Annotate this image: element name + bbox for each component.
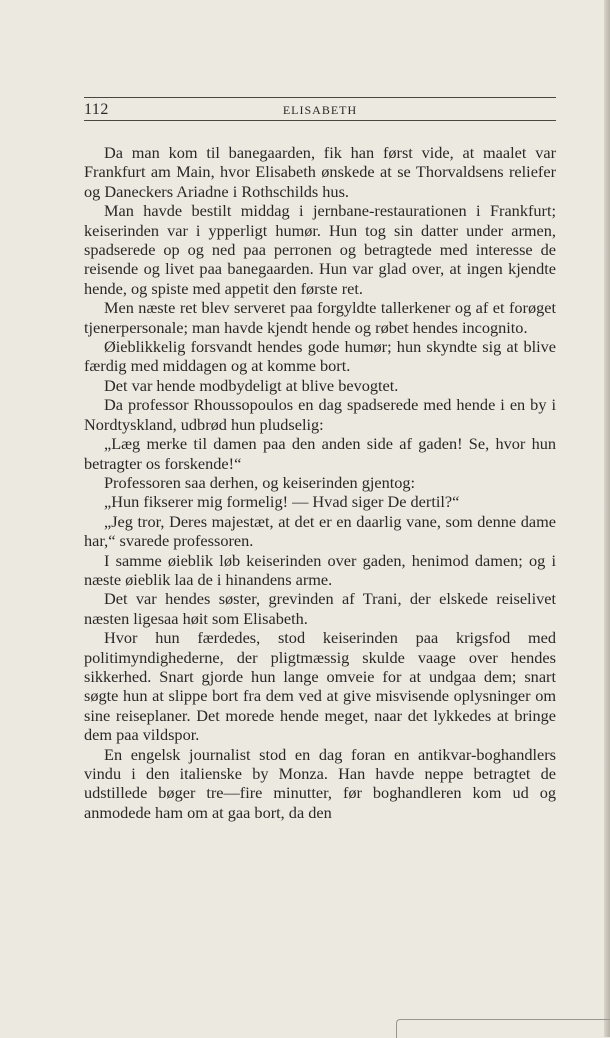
page-number: 112 — [84, 101, 109, 118]
header-top-rule — [84, 97, 556, 98]
paragraph-3: Men næste ret blev serveret paa forgyldte tallerkener og af et forøget tjenerpersonale; man havde kjendt hende og røbet hendes incognito. — [84, 298, 556, 337]
body-text — [84, 143, 556, 822]
paragraph-11: I samme øieblik løb keiserinden over gaden, henimod damen; og i næste øieblik laa de i hinandens arme. — [84, 550, 556, 589]
paragraph-2: Man havde bestilt middag i jernbane-restaurationen i Frankfurt; keiserinden var i ypperligt humør. Hun tog sin datter under armen, spadserede op og ned paa perronen og betragtede med interesse de reisende og livet paa banegaarden. Hun var glad over, at ingen kjendte hende, og spiste med appetit den første ret. — [84, 201, 556, 298]
paragraph-9: „Hun fikserer mig formelig! — Hvad siger De dertil?“ — [104, 492, 460, 512]
paragraph-1: Da man kom til banegaarden, fik han først vide, at maalet var Frankfurt am Main, hvor Elisabeth ønskede at se Thorvaldsens reliefer og Daneckers Ariadne i Rothschilds hus. — [84, 143, 556, 201]
running-title: ELISABETH — [282, 103, 358, 117]
paragraph-7: „Læg merke til damen paa den anden side af gaden! Se, hvor hun betragter os forskende!“ — [84, 434, 556, 473]
paragraph-14: En engelsk journalist stod en dag foran en antikvar-boghandlers vindu i den italienske by Monza. Han havde neppe betragtet de udstillede bøger tre—fire minutter, før boghandleren kom ud og anmodede ham om at gaa bort, da den — [84, 744, 556, 822]
scan-corner-mark — [396, 1019, 610, 1038]
paragraph-5: Det var hende modbydeligt at blive bevogtet. — [104, 375, 399, 395]
paragraph-6: Da professor Rhoussopoulos en dag spadserede med hende i en by i Nordtyskland, udbrød hun pludselig: — [84, 395, 556, 434]
paragraph-8: Professoren saa derhen, og keiserinden gjentog: — [104, 472, 416, 492]
paragraph-4: Øieblikkelig forsvandt hendes gode humør; hun skyndte sig at blive færdig med middagen og at komme bort. — [84, 337, 556, 376]
header-bottom-rule — [84, 120, 556, 121]
page-edge-shadow — [604, 0, 610, 1037]
paragraph-13: Hvor hun færdedes, stod keiserinden paa krigsfod med politimyndighederne, der pligtmæssig skulde vaage over hendes sikkerhed. Snart gjorde hun lange omveie for at undgaa dem; snart søgte hun at slippe bort fra dem ved at give misvisende oplysninger om sine reiseplaner. Det morede hende meget, naar det lykkedes at bringe dem paa vildspor. — [84, 628, 556, 745]
page-header — [84, 97, 556, 123]
paragraph-10: „Jeg tror, Deres majestæt, at det er en daarlig vane, som denne dame har,“ svarede professoren. — [84, 511, 556, 551]
paragraph-12: Det var hendes søster, grevinden af Trani, der elskede reiselivet næsten ligesaa høit som Elisabeth. — [84, 589, 556, 628]
